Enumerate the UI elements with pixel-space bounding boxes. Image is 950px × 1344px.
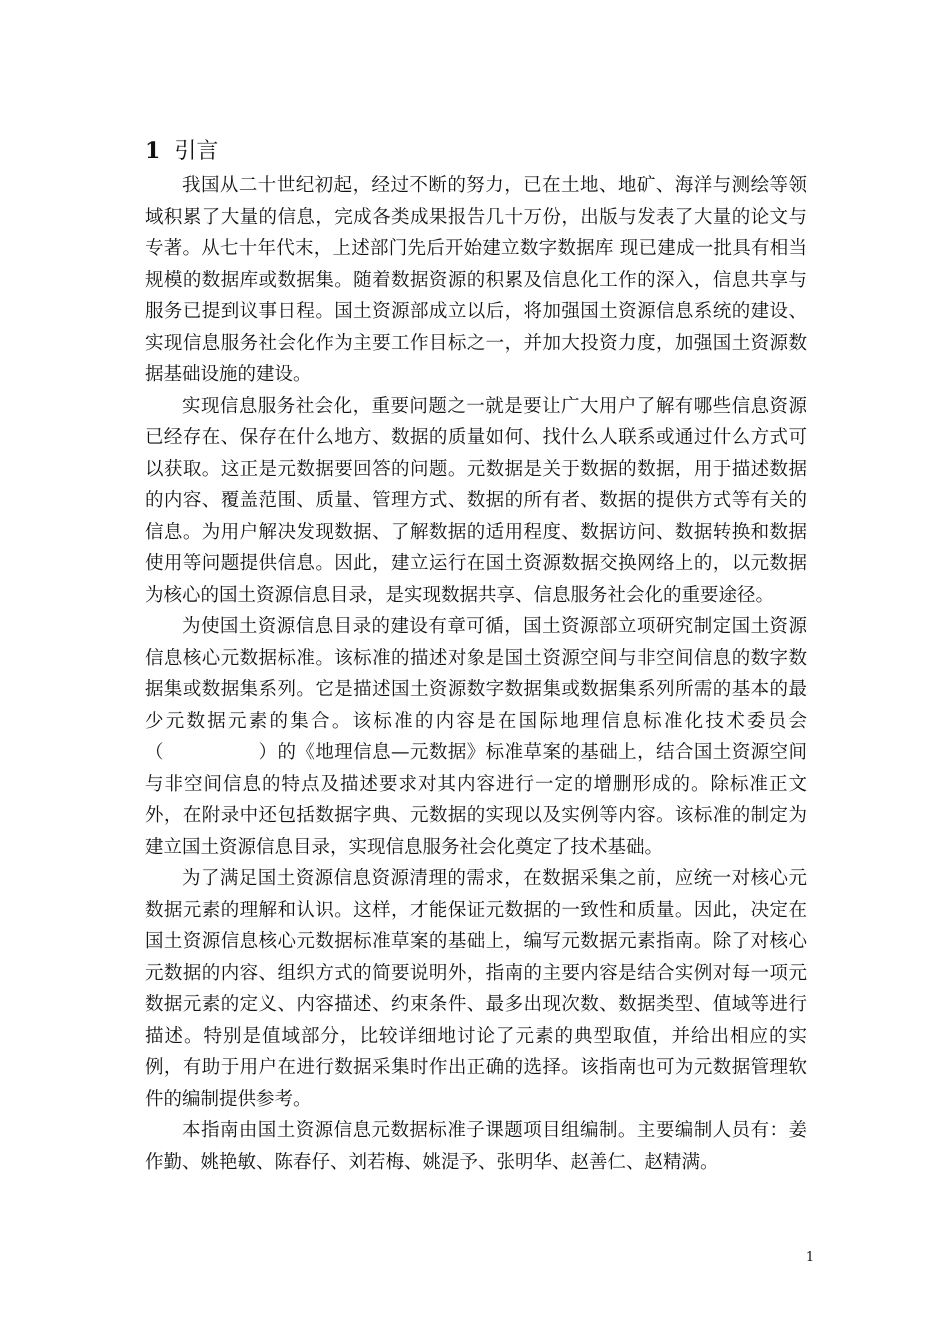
paragraph-standard: 为使国土资源信息目录的建设有章可循，国土资源部立项研究制定国土资源信息核心元数据标准。该标准的描述对象是国土资源空间与非空间信息的数字数据集或数据集系列。它是描述国土资源数字数据集或数据集系列所需的基本的最少元数据元素的集合。该标准的内容是在国际地理信息标准化技术委员会（ ）的《地理信息—元数据》标准草案的基础上，结合国土资源空间与非空间信息的特点及描述要求对其内容进行一定的增删形成的。除标准正文外，在附录中还包括数据字典、元数据的实现以及实例等内容。该标准的制定为建立国土资源信息目录，实现信息服务社会化奠定了技术基础。 xyxy=(145,616,807,858)
paragraph-metadata-purpose: 实现信息服务社会化，重要问题之一就是要让广大用户了解有哪些信息资源已经存在、保存在什么地方、数据的质量如何、找什么人联系或通过什么方式可以获取。这正是元数据要回答的问题。元数据是关于数据的数据，用于描述数据的内容、覆盖范围、质量、管理方式、数据的所有者、数据的提供方式等有关的信息。为用户解决发现数据、了解数据的适用程度、数据访问、数据转换和数据使用等问题提供信息。因此，建立运行在国土资源数据交换网络上的，以元数据为核心的国土资源信息目录，是实现数据共享、信息服务社会化的重要途径。 xyxy=(145,395,807,606)
body-text xyxy=(145,170,807,1178)
section-heading xyxy=(145,136,218,167)
paragraph-authors: 本指南由国土资源信息元数据标准子课题项目组编制。主要编制人员有：姜作勤、姚艳敏、陈春仔、刘若梅、姚湜予、张明华、赵善仁、赵精满。 xyxy=(145,1120,807,1173)
paragraph-guide: 为了满足国土资源信息资源清理的需求，在数据采集之前，应统一对核心元数据元素的理解和认识。这样，才能保证元数据的一致性和质量。因此，决定在国土资源信息核心元数据标准草案的基础上，编写元数据元素指南。除了对核心元数据的内容、组织方式的简要说明外，指南的主要内容是结合实例对每一项元数据元素的定义、内容描述、约束条件、最多出现次数、数据类型、值域等进行描述。特别是值域部分，比较详细地讨论了元素的典型取值，并给出相应的实例，有助于用户在进行数据采集时作出正确的选择。该指南也可为元数据管理软件的编制提供参考。 xyxy=(145,868,807,1110)
section-title: 引言 xyxy=(174,139,219,164)
section-number: 1 xyxy=(145,138,161,164)
paragraph-background: 我国从二十世纪初起，经过不断的努力，已在土地、地矿、海洋与测绘等领域积累了大量的信息，完成各类成果报告几十万份，出版与发表了大量的论文与专著。从七十年代末，上述部门先后开始建立数字数据库 现已建成一批具有相当规模的数据库或数据集。随着数据资源的积累及信息化工作的深入，信息共享与服务已提到议事日程。国土资源部成立以后，将加强国土资源信息系统的建设、实现信息服务社会化作为主要工作目标之一，并加大投资力度，加强国土资源数据基础设施的建设。 xyxy=(145,175,807,385)
page-number: 1 xyxy=(805,1250,815,1265)
